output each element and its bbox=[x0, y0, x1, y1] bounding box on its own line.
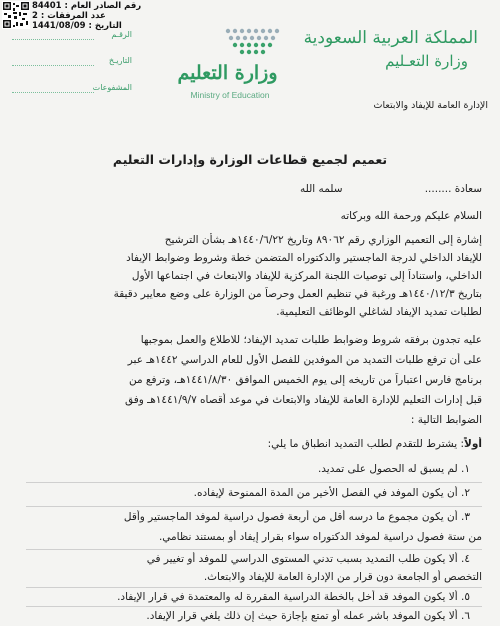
document-title: تعميم لجميع قطاعات الوزارة وإدارات التعليم bbox=[112, 152, 388, 167]
section-label: أولاً bbox=[464, 438, 482, 450]
meta-attachments-field bbox=[12, 83, 132, 97]
divider bbox=[26, 506, 482, 507]
ministry-logo-icon bbox=[222, 25, 282, 59]
salutation: سلمه الله bbox=[300, 183, 343, 195]
paragraph-2-line: عليه تجدون برفقه شروط وضوابط طلبات تمديد الإيفاد؛ للاطلاع والعمل بموجبها bbox=[140, 334, 482, 346]
condition-item: ٣. أن يكون مجموع ما درسه أقل من أربعة فصول دراسية لموفد الماجستير وأقل bbox=[123, 511, 470, 523]
condition-item: ٦. ألا يكون الموفد باشر عمله أو تمتع بإجازة حيث إن ذلك يلغي قرار الإيفاد. bbox=[146, 610, 470, 622]
qr-code-icon bbox=[2, 1, 30, 29]
stamp-attachments: عدد المرفقات : 2 bbox=[32, 11, 106, 21]
meta-attachments-label: المشفوعات bbox=[92, 83, 132, 92]
condition-item: ١. لم يسبق له الحصول على تمديد. bbox=[317, 463, 470, 475]
meta-date-label: التاريـخ bbox=[108, 56, 132, 65]
dotted-line bbox=[12, 39, 94, 40]
kingdom-name: المملكة العربية السعودية bbox=[303, 28, 478, 48]
divider bbox=[26, 587, 482, 588]
meta-number-label: الرقـم bbox=[111, 30, 132, 39]
addressee: سعادة ........ bbox=[424, 183, 482, 195]
dotted-line bbox=[12, 65, 94, 66]
paragraph-1-line: لطلبات تمديد الإيفاد لشاغلي الوظائف التعليمية. bbox=[276, 306, 482, 318]
divider bbox=[26, 606, 482, 607]
dotted-line bbox=[12, 92, 94, 93]
logo-english-wordmark: Ministry of Education bbox=[190, 90, 270, 100]
paragraph-2-line: الضوابط التالية : bbox=[410, 414, 482, 426]
department-name: الإدارة العامة للإيفاد والابتعاث bbox=[373, 100, 488, 111]
section-text: : يشترط للتقدم لطلب التمديد انطباق ما يلي: bbox=[267, 438, 465, 450]
logo-arabic-wordmark: وزارة التعليم bbox=[177, 62, 278, 84]
paragraph-1-line: الداخلي، واستناداً إلى توصيات اللجنة المركزية للإيفاد والابتعاث في اجتماعها الأول bbox=[131, 270, 482, 282]
paragraph-1-line: بتاريخ ١٤٤٠/١٢/٣هـ ورغبة في تنظيم العمل وحرصاً من الوزارة على وضع معايير دقيقة bbox=[113, 288, 482, 300]
divider bbox=[26, 549, 482, 550]
stamp-number: رقم الصادر العام : 84401 bbox=[32, 1, 142, 11]
paragraph-1-line: للإيفاد الداخلي لدرجة الماجستير والدكتوراه المتضمن خطة وشروط وضوابط الإيفاد bbox=[126, 252, 482, 264]
condition-item: ٤. ألا يكون طلب التمديد بسبب تدني المستوى الدراسي للموفد أو تغيير في bbox=[146, 553, 470, 565]
paragraph-1-line: إشارة إلى التعميم الوزاري رقم ٨٩٠٦٢ وتاريخ ١٤٤٠/٦/٢٢هـ بشأن الترشيح bbox=[164, 234, 482, 246]
condition-item-continued: من ستة فصول دراسية لموفد الدكتوراه سواء بقرار إيفاد أو بمستند نظامي. bbox=[158, 531, 482, 543]
condition-item: ٥. ألا يكون الموفد قد أخل بالخطة الدراسية المقررة له والمعتمدة في قرار الإيفاد. bbox=[117, 591, 470, 603]
paragraph-2-line: على أن ترفع طلبات التمديد من الموفدين للفصل الأول للعام الدراسي ١٤٤٢هـ عبر bbox=[127, 354, 482, 366]
meta-date-field bbox=[12, 56, 132, 70]
reference-stamp bbox=[2, 1, 142, 31]
section-heading bbox=[22, 437, 482, 451]
ministry-name: وزارة التعـليم bbox=[385, 52, 468, 70]
condition-item-continued: التخصص أو الجامعة دون قرار من الإدارة العامة للإيفاد والابتعاث. bbox=[203, 571, 482, 583]
stamp-date: التاريخ : 1441/08/09 bbox=[32, 21, 122, 31]
paragraph-2-line: برنامج فارس اعتباراً من تاريخه إلى يوم الخميس الموافق ١٤٤١/٨/٣٠هـ، وترفع من bbox=[128, 374, 482, 386]
greeting: السلام عليكم ورحمة الله وبركاته bbox=[340, 210, 482, 222]
meta-number-field bbox=[12, 30, 132, 44]
paragraph-2-line: قبل إدارات التعليم للإدارة العامة للإيفاد والابتعاث في موعد أقصاه ١٤٤١/٩/٧هـ وفق bbox=[124, 394, 482, 406]
condition-item: ٢. أن يكون الموفد في الفصل الأخير من المدة الممنوحة لإيفاده. bbox=[193, 487, 470, 499]
divider bbox=[26, 482, 482, 483]
